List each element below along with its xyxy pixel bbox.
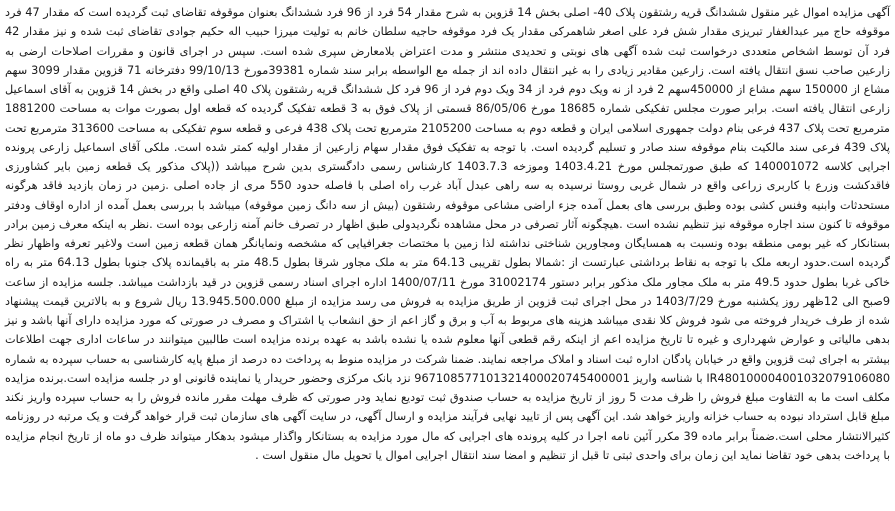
auction-notice-text: آگهی مزایده اموال غیر منقول ششدانگ قریه رشتقون پلاک 40- اصلی بخش 14 قزوین به شرح مقدار 54 فرد از 96 فرد ششدانگ بعنوان موقوفه تقاضای ثبت گردیده است که مقدار 47 فرد موقوفه حاج میر عبدالغفار تبریزی مقدار شش فرد علی اصغر شاهمرکی مقدار یک فرد موقوفه حاجیه سلطان خانم به تولیت میرزا حبیب اله حکیم جوادی تقاضای ثبت شده و نیز مقدار 42 فرد آن توسط اشخاص متعددی درخواست ثبت شده آگهی های نوبتی و تحدیدی منتشر و مدت اعتراض بلامعارض سپری شده است. سپس در اجرای قانون و مقررات اصلاحات ارضی به زارعین صاحب نسق انتقال یافته است. زارعین مقادیر زیادی را به غیر انتقال داده اند از جمله مع الواسطه برابر سند شماره 39381مورخ 99/10/13 دفترخانه 71 قزوین مقدار 3099 سهم مشاع از 150000 سهم مشاع از 450000سهم 2 فرد از نه ویک دوم فرد از 34 ویک دوم فرد از 96 فرد کل ششدانگ قریه رشتقون پلاک 40 اصلی واقع در بخش 14 قزوین به آقای اسماعیل زارعی انتقال یافته است. برابر صورت مجلس تفکیکی شماره 18685 مورخ 86/05/06 قسمتی از پلاک فوق به 3 قطعه تفکیک گردیده که قطعه اول بصورت موات به مساحت 1881200 مترمربع تحت پلاک 437 فرعی بنام دولت جمهوری اسلامی ایران و قطعه دوم به مساحت 2105200 مترمربع تحت پلاک 438 فرعی و قطعه سوم تفکیکی به مساحت 313600 مترمربع تحت پلاک 439 فرعی سند مالکیت بنام موقوفه سند صادر و تسلیم گردیده است. با توجه به تفکیک فوق مقدار سهام زارعین از مقدار اولیه کمتر شده است. ملکی آقای اسماعیل زارعی پرونده اجرایی کلاسه 140001072 که طبق صورتمجلس مورخ 1403.4.21 وموزخه 1403.7.3 کارشناس رسمی دادگستری بدین شرح میباشد ((پلاک مذکور یک قطعه زمین بایر کشاورزی فاقدکشت وزرع با کاربری زراعی واقع در شمال غربی روستا نرسیده به سه راهی عبدل آباد غرب راه اصلی با فاصله حدود 550 مری از جاده اصلی .زمین در زمان بازدید فاقد هرگونه مستحدثات وابنیه وفنس کشی بوده وطبق بررسی های بعمل آمده جزء اراضی مشاعی موقوفه رشتقون (بیش از سه دانگ زمین موقوفه) میباشد با بررسی بعمل آمده از اداره اوقاف ودفتر موقوفه تا کنون سند اجاره موقوفه نیز تنظیم نشده است .هیچگونه آثار تصرفی در محل مشاهده نگردیدولی طبق اظهار در تصرف خانم آمنه زارعی بوده است .نظر به اینکه معرف زمین برادر بستانکار که غیر بومی منطقه بوده ونسبت به همسایگان ومجاورین شناختی نداشته لذا زمین با مختصات جغرافیایی که مشخصه ونمایانگر همان قطعه زمین است ولاغیر تعرفه واظهار نظر گردیده است.حدود اربعه ملک با توجه به نقاط برداشتی عبارتست از :شمالا بطول تقریبی 64.13 متر به ملک مجاور شرقا بطول 48.5 متر به باقیمانده پلاک جنوبا بطول 64.13 متر به راه خاکی غربا بطول حدود 49.5 متر به ملک مجاور ملک مذکور برابر دستور 31002174 مورخ 1400/07/11 اداره اجرای اسناد رسمی قزوین در قید بازداشت میباشد. جلسه مزایده از ساعت 9صبح الی 12ظهر روز یکشنبه مورخ 1403/7/29 در محل اجرای ثبت قزوین از طریق مزایده به فروش می رسد مزایده از مبلغ 13.945.500.000 ریال شروع و به بالاترین قیمت پیشنهاد شده از طرف خریدار فروخته می شود فروش کلا نقدی میباشد هزینه های مربوط به آب و برق و گاز اعم از حق انشعاب یا اشتراک و مصرف در صورتی که مورد مزایده دارای آنها باشد و نیز بدهی مالیاتی و عوارض شهرداری و غیره تا تاریخ مزایده اعم از اینکه رقم قطعی آنها معلوم شده یا نشده باشد به عهده برنده مزایده است طالبین میتوانند در ساعات اداری جهت اطلاعات بیشتر به اجرای ثبت قزوین واقع در خیابان پادگان اداره ثبت اسناد و املاک مراجعه نمایند. ضمنا شرکت در مزایده منوط به پرداخت ده درصد از مبلغ پایه کارشناسی به حساب سپرده به شماره IR480100004001032079106080 با شناسه واریز 967108577101321400020745400001 نزد بانک مرکزی وحضور حریدار یا نماینده قانونی او در جلسه مزایده است.برنده مزایده مکلف است ما به التفاوت مبلغ فروش را ظرف مدت 5 روز از تاریخ مزایده به حساب صندوق ثبت تودیع نماید ودر صورتی که ظرف مهلت مقرر مانده فروش را به حساب سپرده واریز نکند مبلغ قابل استرداد نبوده به حساب خزانه واریز خواهد شد. این آگهی پس از تایید نهایی فرآیند مزایده و ارسال آگهی، در سایت آگهی های سازمان ثبت قرار خواهد گرفت و یک مرتبه در روزنامه کثیرالانتشار محلی است.ضمناً برابر ماده 39 مکرر آئین نامه اجرا در کلیه پرونده های اجرایی که مال مورد مزایده به بستانکار واگذار میشود بدهکار میتواند ظرف دو ماه از تاریخ انجام مزایده با پرداخت بدهی خود تقاضا نماید این زمان برای واحدی ثبتی تا قبل از تنظیم و امضا سند انتقال اجرایی اموال یا تحویل مال منقول است . <box>5 6 891 462</box>
